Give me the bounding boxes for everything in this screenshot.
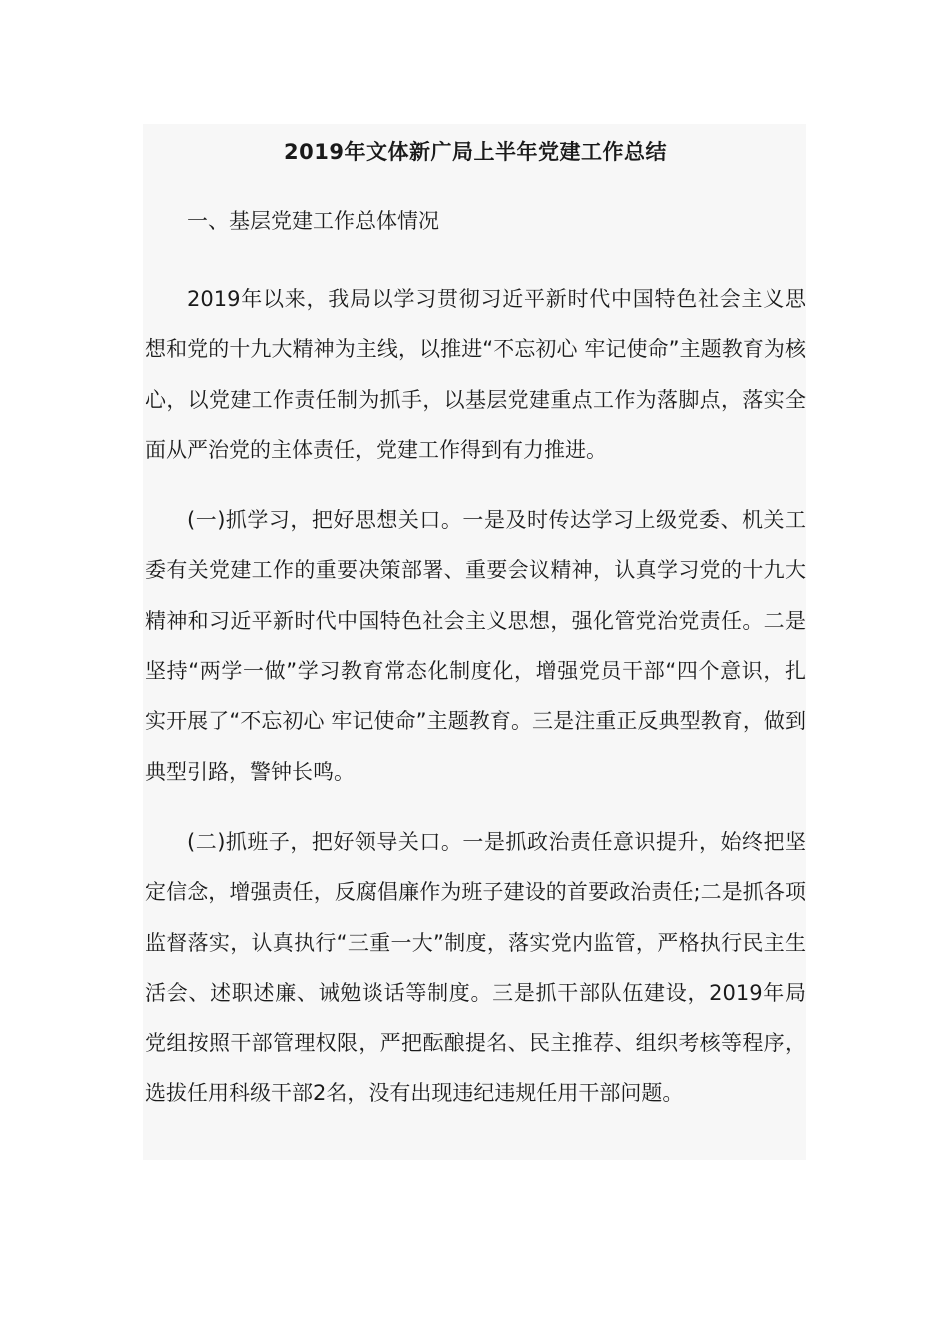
paragraph-overview: 2019年以来，我局以学习贯彻习近平新时代中国特色社会主义思想和党的十九大精神为主线，以推进“不忘初心 牢记使命”主题教育为核心，以党建工作责任制为抓手，以基层党建重点工作为落脚点，落实全面从严治党的主体责任，党建工作得到有力推进。	[145, 287, 806, 462]
document-title: 2019年文体新广局上半年党建工作总结	[284, 140, 667, 164]
document-text-block	[143, 124, 806, 1160]
section-heading: 一、基层党建工作总体情况	[187, 209, 439, 233]
paragraph-study: (一)抓学习，把好思想关口。一是及时传达学习上级党委、机关工委有关党建工作的重要决策部署、重要会议精神，认真学习党的十九大精神和习近平新时代中国特色社会主义思想，强化管党治党责任。二是坚持“两学一做”学习教育常态化制度化，增强党员干部“四个意识，扎实开展了“不忘初心 牢记使命”主题教育。三是注重正反典型教育，做到典型引路，警钟长鸣。	[145, 508, 806, 784]
paragraph-leadership: (二)抓班子，把好领导关口。一是抓政治责任意识提升，始终把坚定信念，增强责任，反腐倡廉作为班子建设的首要政治责任;二是抓各项监督落实，认真执行“三重一大”制度，落实党内监管，严格执行民主生活会、述职述廉、诫勉谈话等制度。三是抓干部队伍建设，2019年局党组按照干部管理权限，严把酝酿提名、民主推荐、组织考核等程序，选拔任用科级干部2名，没有出现违纪违规任用干部问题。	[145, 829, 806, 1106]
